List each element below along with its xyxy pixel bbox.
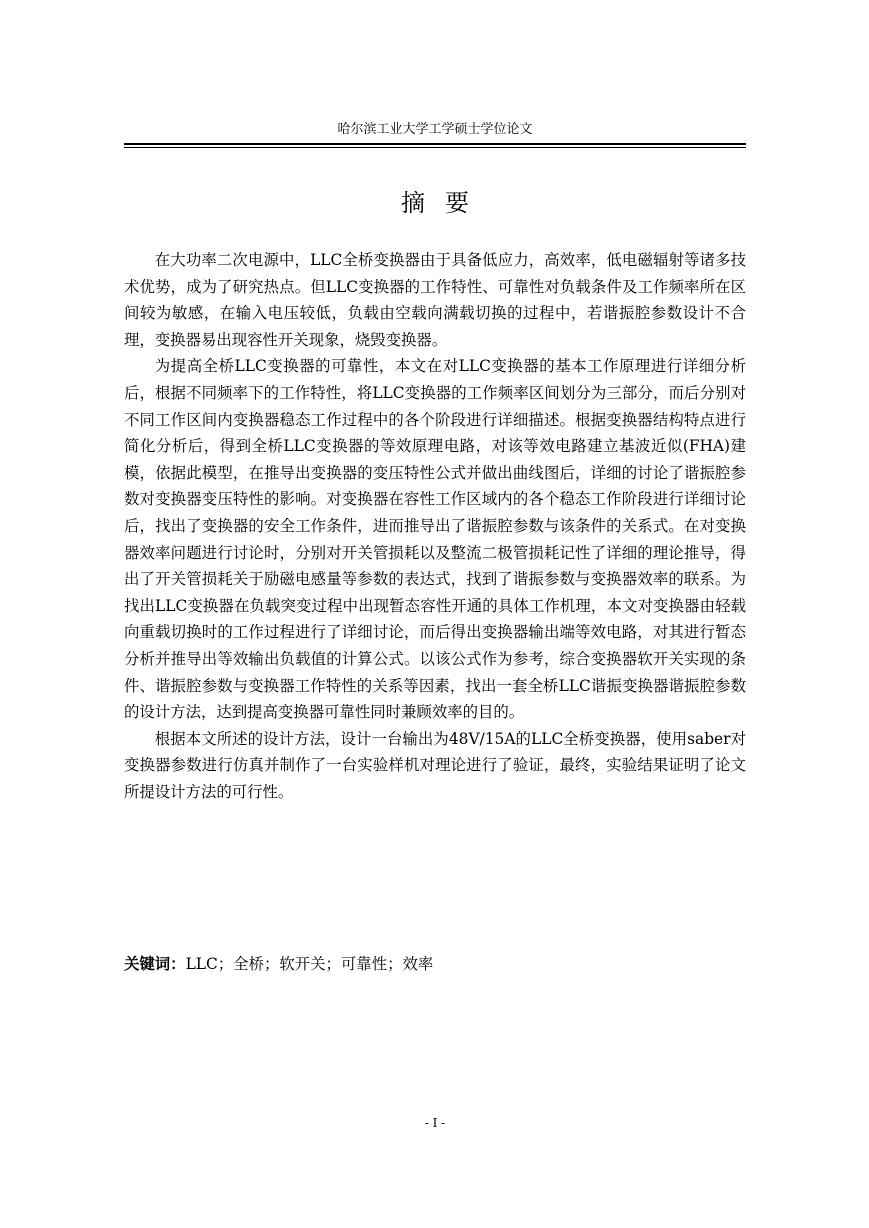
abstract-paragraph-2: 为提高全桥LLC变换器的可靠性，本文在对LLC变换器的基本工作原理进行详细分析后，根据不同频率下的工作特性，将LLC变换器的工作频率区间划分为三部分，而后分别对不同工作区间内变换器稳态工作过程中的各个阶段进行详细描述。根据变换器结构特点进行简化分析后，得到全桥LLC变换器的等效原理电路，对该等效电路建立基波近似(FHA)建模，依据此模型，在推导出变换器的变压特性公式并做出曲线图后，详细的讨论了谐振腔参数对变换器变压特性的影响。对变换器在容性工作区域内的各个稳态工作阶段进行详细讨论后，找出了变换器的安全工作条件，进而推导出了谐振腔参数与该条件的关系式。在对变换器效率问题进行讨论时，分别对开关管损耗以及整流二极管损耗记性了详细的理论推导，得出了开关管损耗关于励磁电感量等参数的表达式，找到了谐振参数与变换器效率的联系。为找出LLC变换器在负载突变过程中出现暂态容性开通的具体工作机理，本文对变换器由轻载向重载切换时的工作过程进行了详细讨论，而后得出变换器输出端等效电路，对其进行暂态分析并推导出等效输出负载值的计算公式。以该公式作为参考，综合变换器软开关实现的条件、谐振腔参数与变换器工作特性的关系等因素，找出一套全桥LLC谐振变换器谐振腔参数的设计方法，达到提高变换器可靠性同时兼顾效率的目的。 [124,357,746,722]
abstract-body [124,247,746,805]
abstract-paragraph-1: 在大功率二次电源中，LLC全桥变换器由于具备低应力，高效率，低电磁辐射等诸多技术优势，成为了研究热点。但LLC变换器的工作特性、可靠性对负载条件及工作频率所在区间较为敏感，在输入电压较低，负载由空载向满载切换的过程中，若谐振腔参数设计不合理，变换器易出现容性开关现象，烧毁变换器。 [124,251,746,349]
abstract-title: 摘要 [401,189,489,217]
keywords-label: 关键词： [124,955,186,973]
running-header: 哈尔滨工业大学工学硕士学位论文 [337,122,533,137]
header-rule-thick [124,143,746,145]
keywords-line [124,951,746,977]
abstract-paragraph-3: 根据本文所述的设计方法，设计一台输出为48V/15A的LLC全桥变换器，使用saber对变换器参数进行仿真并制作了一台实验样机对理论进行了验证，最终，实验结果证明了论文所提设计方法的可行性。 [124,729,746,801]
page-number: - I - [424,1116,446,1130]
keywords-text: LLC；全桥；软开关；可靠性；效率 [185,955,434,973]
header-rule-thin [124,147,746,148]
